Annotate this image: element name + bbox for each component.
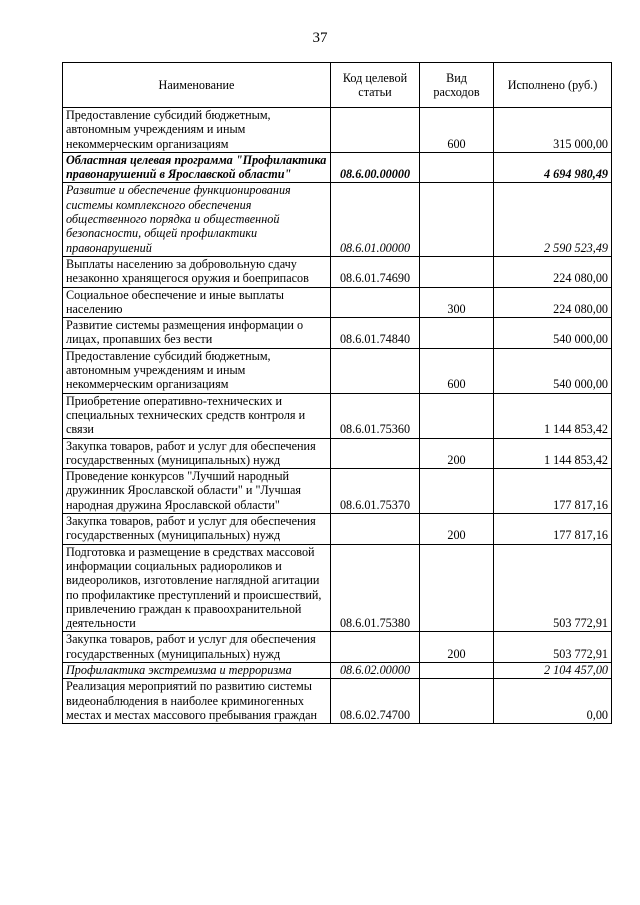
row-code: 08.6.01.00000 — [331, 183, 420, 256]
table-row — [63, 679, 612, 724]
row-kind — [420, 662, 494, 678]
row-kind — [420, 679, 494, 724]
row-amount: 1 144 853,42 — [494, 438, 612, 469]
table-row — [63, 256, 612, 287]
row-code — [331, 287, 420, 318]
header-amount: Исполнено (руб.) — [494, 63, 612, 108]
table-row — [63, 318, 612, 349]
row-code — [331, 438, 420, 469]
table-row — [63, 632, 612, 663]
table-row — [63, 393, 612, 438]
row-amount: 224 080,00 — [494, 287, 612, 318]
row-kind: 600 — [420, 108, 494, 153]
row-name: Предоставление субсидий бюджетным, автономным учреждениям и иным некоммерческим организациям — [63, 348, 331, 393]
row-amount: 315 000,00 — [494, 108, 612, 153]
row-code: 08.6.01.75370 — [331, 469, 420, 514]
row-kind — [420, 183, 494, 256]
row-name: Закупка товаров, работ и услуг для обеспечения государственных (муниципальных) нужд — [63, 514, 331, 545]
table-row — [63, 108, 612, 153]
row-code — [331, 108, 420, 153]
row-kind: 600 — [420, 348, 494, 393]
row-name: Закупка товаров, работ и услуг для обеспечения государственных (муниципальных) нужд — [63, 438, 331, 469]
row-kind: 300 — [420, 287, 494, 318]
row-name: Выплаты населению за добровольную сдачу незаконно хранящегося оружия и боеприпасов — [63, 256, 331, 287]
row-name: Социальное обеспечение и иные выплаты населению — [63, 287, 331, 318]
row-kind: 200 — [420, 514, 494, 545]
header-name: Наименование — [63, 63, 331, 108]
row-kind — [420, 469, 494, 514]
page-number: 37 — [312, 30, 328, 46]
row-code: 08.6.01.75360 — [331, 393, 420, 438]
table-row — [63, 514, 612, 545]
row-code: 08.6.00.00000 — [331, 152, 420, 183]
row-code — [331, 632, 420, 663]
expenditure-table — [62, 62, 612, 724]
table-row — [63, 287, 612, 318]
row-name: Проведение конкурсов "Лучший народный дружинник Ярославской области" и "Лучшая народная дружина Ярославской области" — [63, 469, 331, 514]
row-amount: 2 104 457,00 — [494, 662, 612, 678]
header-kind: Вид расходов — [420, 63, 494, 108]
row-kind — [420, 152, 494, 183]
row-amount: 503 772,91 — [494, 632, 612, 663]
row-amount: 1 144 853,42 — [494, 393, 612, 438]
row-amount: 503 772,91 — [494, 544, 612, 632]
row-kind — [420, 256, 494, 287]
row-amount: 224 080,00 — [494, 256, 612, 287]
row-amount: 177 817,16 — [494, 469, 612, 514]
row-code: 08.6.02.00000 — [331, 662, 420, 678]
row-code — [331, 514, 420, 545]
table-row — [63, 469, 612, 514]
table-row — [63, 348, 612, 393]
row-code — [331, 348, 420, 393]
row-amount: 177 817,16 — [494, 514, 612, 545]
row-name: Предоставление субсидий бюджетным, автономным учреждениям и иным некоммерческим организациям — [63, 108, 331, 153]
row-amount: 2 590 523,49 — [494, 183, 612, 256]
row-code: 08.6.01.75380 — [331, 544, 420, 632]
table-row — [63, 662, 612, 678]
row-code: 08.6.01.74840 — [331, 318, 420, 349]
row-kind — [420, 318, 494, 349]
table-row — [63, 438, 612, 469]
table-row — [63, 152, 612, 183]
row-name: Закупка товаров, работ и услуг для обеспечения государственных (муниципальных) нужд — [63, 632, 331, 663]
row-kind: 200 — [420, 438, 494, 469]
row-name: Развитие системы размещения информации о лицах, пропавших без вести — [63, 318, 331, 349]
row-code: 08.6.01.74690 — [331, 256, 420, 287]
row-kind — [420, 544, 494, 632]
row-name: Приобретение оперативно-технических и специальных технических средств контроля и связи — [63, 393, 331, 438]
row-name: Реализация мероприятий по развитию системы видеонаблюдения в наиболее криминогенных местах и местах массового пребывания граждан — [63, 679, 331, 724]
table-row — [63, 183, 612, 256]
table-row — [63, 544, 612, 632]
row-name: Развитие и обеспечение функционирования системы комплексного обеспечения общественного порядка и общественной безопасности, общей профилактики правонарушений — [63, 183, 331, 256]
row-code: 08.6.02.74700 — [331, 679, 420, 724]
row-amount: 540 000,00 — [494, 348, 612, 393]
row-name: Подготовка и размещение в средствах массовой информации социальных радиороликов и видеороликов, изготовление наглядной агитации по профилактике преступлений и происшествий, привлечению граждан к правоохранительной деятельности — [63, 544, 331, 632]
row-kind — [420, 393, 494, 438]
row-name: Областная целевая программа "Профилактика правонарушений в Ярославской области" — [63, 152, 331, 183]
row-name: Профилактика экстремизма и терроризма — [63, 662, 331, 678]
row-amount: 4 694 980,49 — [494, 152, 612, 183]
row-amount: 540 000,00 — [494, 318, 612, 349]
header-code: Код целевой статьи — [331, 63, 420, 108]
row-kind: 200 — [420, 632, 494, 663]
table-header-row — [63, 63, 612, 108]
row-amount: 0,00 — [494, 679, 612, 724]
